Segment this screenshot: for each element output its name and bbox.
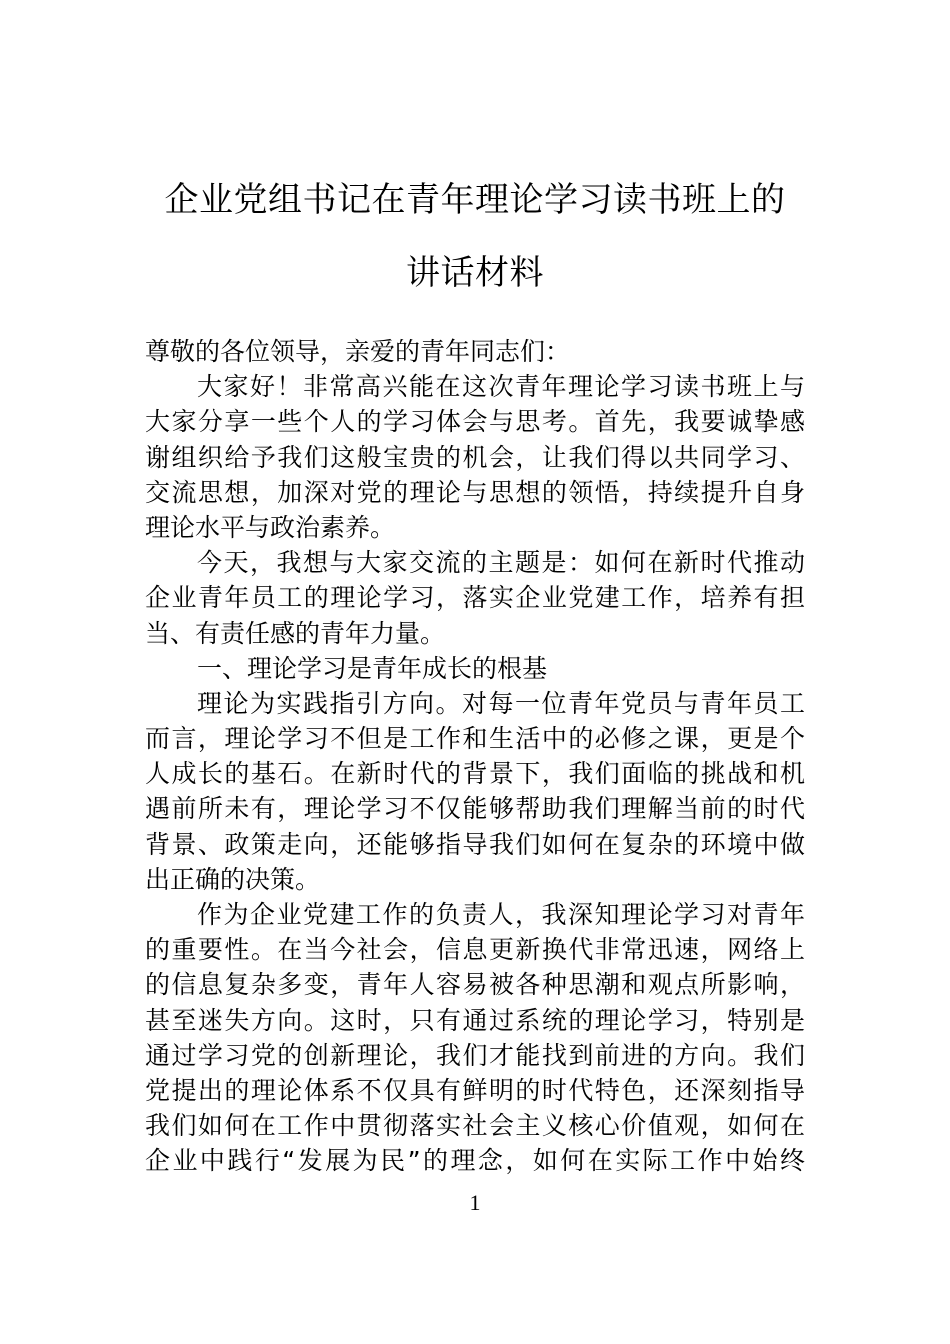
text-line: 通过学习党的创新理论，我们才能找到前进的方向。我们 (145, 1040, 805, 1070)
text-line: 当、有责任感的青年力量。 (145, 618, 446, 648)
page-number: 1 (469, 1190, 481, 1215)
text-line: 作为企业党建工作的负责人，我深知理论学习对青年 (197, 900, 805, 929)
text-line: 出正确的决策。 (145, 864, 321, 894)
document-title-line-1: 企业党组书记在青年理论学习读书班上的 (164, 180, 786, 220)
text-line: 大家分享一些个人的学习体会与思考。首先，我要诚挚感 (145, 407, 805, 437)
paragraph (145, 686, 805, 897)
text-line: 党提出的理论体系不仅具有鲜明的时代特色，还深刻指导 (145, 1075, 805, 1105)
text-line: 人成长的基石。在新时代的背景下，我们面临的挑战和机 (145, 759, 805, 789)
text-line: 企业青年员工的理论学习，落实企业党建工作，培养有担 (145, 583, 805, 613)
text-line: 谢组织给予我们这般宝贵的机会，让我们得以共同学习、 (145, 442, 805, 472)
text-line: 遇前所未有，理论学习不仅能够帮助我们理解当前的时代 (145, 794, 805, 824)
text-line: 企业中践行“发展为民”的理念，如何在实际工作中始终 (145, 1146, 805, 1176)
text-line: 尊敬的各位领导，亲爱的青年同志们： (145, 337, 571, 366)
paragraph (145, 897, 805, 1179)
text-line: 的重要性。在当今社会，信息更新换代非常迅速，网络上 (145, 935, 805, 965)
text-line: 理论水平与政治素养。 (145, 512, 396, 542)
text-line: 交流思想，加深对党的理论与思想的领悟，持续提升自身 (145, 477, 805, 507)
text-line: 今天，我想与大家交流的主题是：如何在新时代推动 (197, 548, 805, 578)
text-line: 而言，理论学习不但是工作和生活中的必修之课，更是个 (145, 724, 805, 754)
text-line: 理论为实践指引方向。对每一位青年党员与青年员工 (197, 688, 805, 718)
text-line: 的信息复杂多变，青年人容易被各种思潮和观点所影响， (145, 970, 805, 1000)
document-body (145, 334, 805, 1179)
document-title-line-2: 讲话材料 (406, 253, 544, 293)
text-line: 背景、政策走向，还能够指导我们如何在复杂的环境中做 (145, 829, 805, 859)
paragraph (145, 545, 805, 651)
text-line: 我们如何在工作中贯彻落实社会主义核心价值观，如何在 (145, 1111, 805, 1141)
paragraph (145, 651, 805, 686)
text-line: 大家好！非常高兴能在这次青年理论学习读书班上与 (197, 372, 805, 402)
paragraph (145, 369, 805, 545)
text-line: 甚至迷失方向。这时，只有通过系统的理论学习，特别是 (145, 1005, 805, 1035)
text-line: 一、理论学习是青年成长的根基 (197, 653, 548, 683)
paragraph (145, 334, 805, 369)
